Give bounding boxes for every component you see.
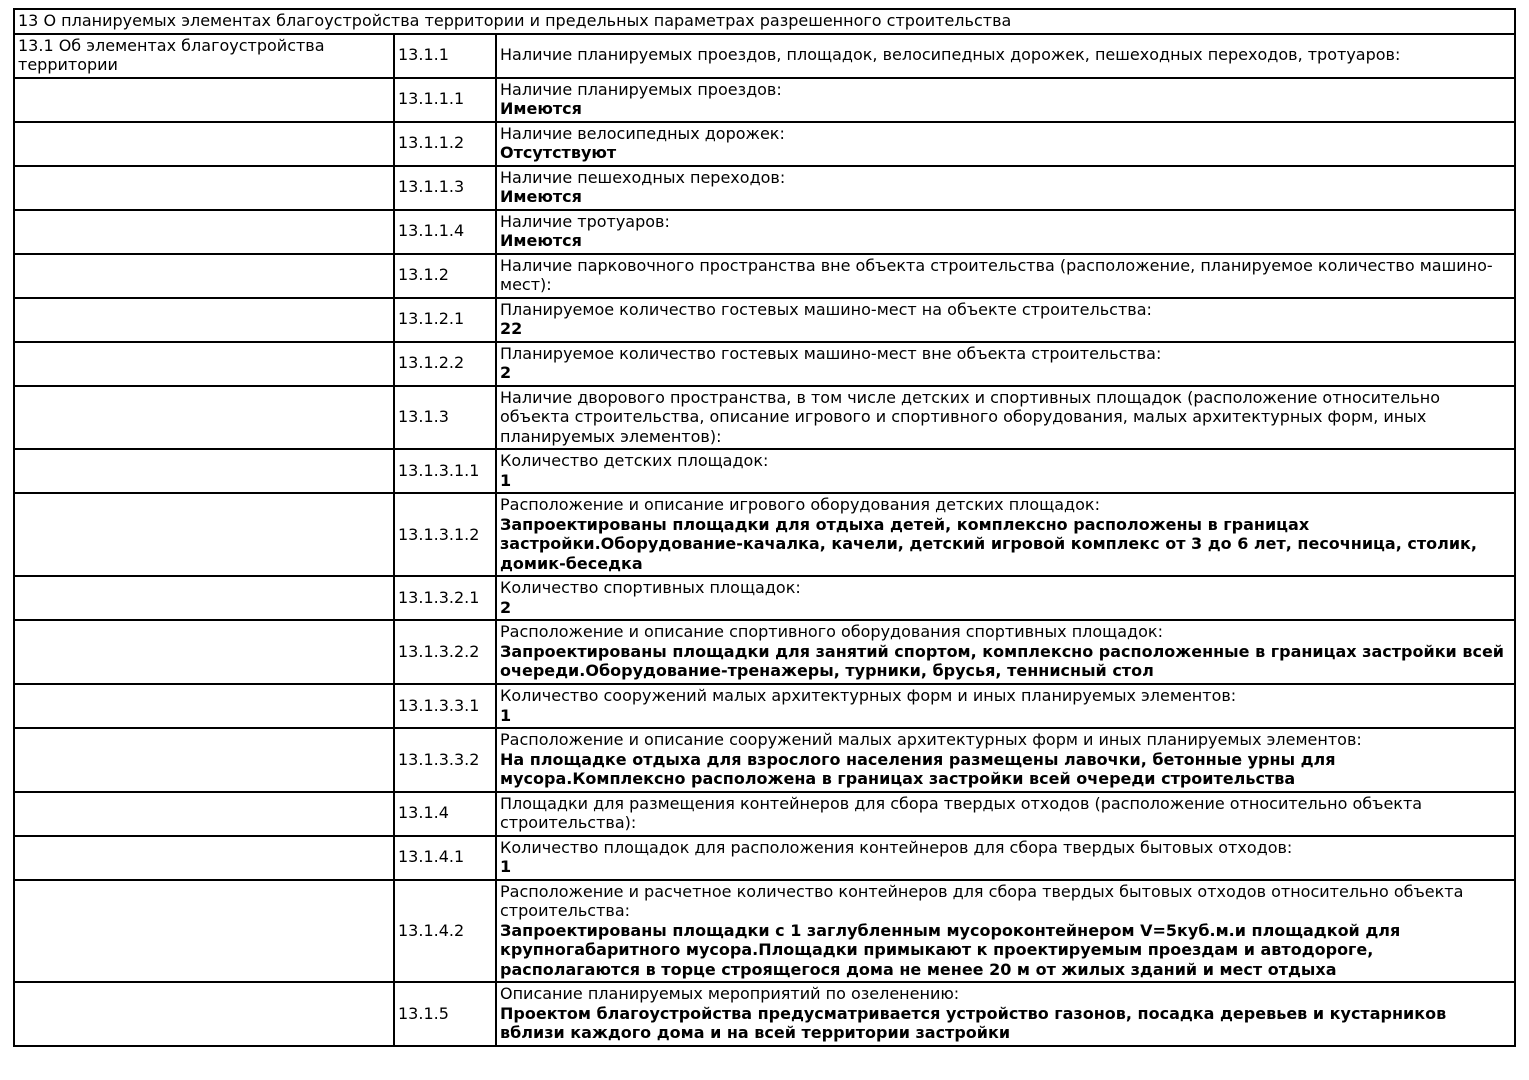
row-value: 1 [500,857,512,877]
row-label: Наличие парковочного пространства вне объекта строительства (расположение, планируемое количество машино-мест): [500,255,1493,295]
row-label: Наличие планируемых проездов: [500,79,782,99]
section-cell [14,728,394,792]
description-cell [496,122,1515,166]
description-cell [496,166,1515,210]
table-row [14,386,1515,450]
section-cell [14,620,394,684]
code-cell: 13.1.3.2.1 [394,576,496,620]
table-row [14,34,1515,78]
row-value: На площадке отдыха для взрослого населения размещены лавочки, бетонные урны для мусора.Комплексно расположена в границах застройки всей очереди строительства [500,749,1336,789]
table-row [14,728,1515,792]
row-value: Запроектированы площадки для отдыха детей, комплексно расположены в границах застройки.Оборудование-качалка, качели, детский игровой комплекс от 3 до 6 лет, песочница, столик, домик-беседка [500,514,1477,573]
code-cell: 13.1.3.1.1 [394,449,496,493]
code-cell: 13.1.3.3.2 [394,728,496,792]
table-row [14,342,1515,386]
section-cell [14,298,394,342]
row-label: Наличие тротуаров: [500,211,670,231]
row-value: 1 [500,705,512,725]
row-value: Запроектированы площадки для занятий спортом, комплексно расположенные в границах застройки всей очереди.Оборудование-тренажеры, турники, брусья, теннисный стол [500,641,1504,681]
table-row [14,210,1515,254]
table-row [14,880,1515,983]
table-row [14,254,1515,298]
section-cell [14,880,394,983]
description-cell [496,298,1515,342]
row-value: Имеются [500,187,582,207]
section-cell: 13.1 Об элементах благоустройства территории [14,34,394,78]
section-cell [14,982,394,1046]
description-cell [496,620,1515,684]
section-cell [14,684,394,728]
section-cell [14,122,394,166]
code-cell: 13.1.3.2.2 [394,620,496,684]
code-cell: 13.1.3 [394,386,496,450]
row-value: 2 [500,363,512,383]
table-row [14,449,1515,493]
description-cell [496,254,1515,298]
description-cell [496,386,1515,450]
section-cell [14,342,394,386]
section-cell [14,78,394,122]
code-cell: 13.1.3.3.1 [394,684,496,728]
description-cell [496,342,1515,386]
code-cell: 13.1.2 [394,254,496,298]
code-cell: 13.1.2.1 [394,298,496,342]
section-cell [14,836,394,880]
description-cell [496,792,1515,836]
description-cell [496,728,1515,792]
description-cell [496,684,1515,728]
row-label: Расположение и описание игрового оборудования детских площадок: [500,495,1100,515]
code-cell: 13.1.1.3 [394,166,496,210]
section-cell [14,166,394,210]
table-row [14,792,1515,836]
row-label: Расположение и описание сооружений малых архитектурных форм и иных планируемых элементов: [500,730,1362,750]
table-row [14,836,1515,880]
section-cell [14,386,394,450]
description-cell [496,982,1515,1046]
row-value: Запроектированы площадки с 1 заглубленным мусороконтейнером V=5куб.м.и площадкой для крупногабаритного мусора.Площадки примыкают к проектируемым проездам и автодороге, располагаются в торце строящегося дома не менее 20 м от жилых зданий и мест отдыха [500,920,1401,979]
description-cell [496,34,1515,78]
row-label: Наличие планируемых проездов, площадок, велосипедных дорожек, пешеходных переходов, тротуаров: [500,45,1401,65]
table-row [14,493,1515,576]
table-row [14,684,1515,728]
table-row [14,122,1515,166]
code-cell: 13.1.1.4 [394,210,496,254]
row-label: Описание планируемых мероприятий по озеленению: [500,984,960,1004]
table-row [14,620,1515,684]
table-row [14,78,1515,122]
code-cell: 13.1.2.2 [394,342,496,386]
code-cell: 13.1.4 [394,792,496,836]
section-cell [14,449,394,493]
row-value: 2 [500,597,512,617]
section-cell [14,792,394,836]
code-cell: 13.1.4.2 [394,880,496,983]
row-value: Имеются [500,231,582,251]
row-value: Имеются [500,99,582,119]
row-label: Планируемое количество гостевых машино-мест вне объекта строительства: [500,343,1162,363]
code-cell: 13.1.5 [394,982,496,1046]
description-cell [496,493,1515,576]
row-label: Количество детских площадок: [500,451,769,471]
code-cell: 13.1.1 [394,34,496,78]
code-cell: 13.1.1.1 [394,78,496,122]
section-cell [14,254,394,298]
table-header-row [14,9,1515,34]
section-13-title: 13 О планируемых элементах благоустройства территории и предельных параметрах разрешенного строительства [14,9,1515,34]
row-label: Наличие пешеходных переходов: [500,167,786,187]
row-label: Расположение и описание спортивного оборудования спортивных площадок: [500,622,1163,642]
description-cell [496,880,1515,983]
description-cell [496,78,1515,122]
row-label: Наличие дворового пространства, в том числе детских и спортивных площадок (расположение относительно объекта строительства, описание игрового и спортивного оборудования, малых архитектурных форм, иных планируемых элементов): [500,387,1441,446]
row-label: Площадки для размещения контейнеров для сбора твердых отходов (расположение относительно объекта строительства): [500,793,1423,833]
table-row [14,982,1515,1046]
row-label: Количество площадок для расположения контейнеров для сбора твердых бытовых отходов: [500,837,1293,857]
table-row [14,576,1515,620]
row-label: Планируемое количество гостевых машино-мест на объекте строительства: [500,299,1152,319]
section-cell [14,210,394,254]
code-cell: 13.1.4.1 [394,836,496,880]
row-value: 1 [500,470,512,490]
description-cell [496,836,1515,880]
row-label: Расположение и расчетное количество контейнеров для сбора твердых бытовых отходов относительно объекта строительства: [500,881,1464,921]
landscaping-parameters-table [13,8,1516,1047]
code-cell: 13.1.3.1.2 [394,493,496,576]
section-cell [14,576,394,620]
section-cell [14,493,394,576]
description-cell [496,576,1515,620]
code-cell: 13.1.1.2 [394,122,496,166]
row-value: Отсутствуют [500,143,617,163]
table-body [14,9,1515,1046]
table-row [14,166,1515,210]
table-row [14,298,1515,342]
row-value: 22 [500,319,523,339]
row-label: Количество спортивных площадок: [500,578,801,598]
row-label: Количество сооружений малых архитектурных форм и иных планируемых элементов: [500,685,1237,705]
description-cell [496,210,1515,254]
row-value: Проектом благоустройства предусматривается устройство газонов, посадка деревьев и кустарников вблизи каждого дома и на всей территории застройки [500,1003,1447,1043]
description-cell [496,449,1515,493]
row-label: Наличие велосипедных дорожек: [500,123,785,143]
